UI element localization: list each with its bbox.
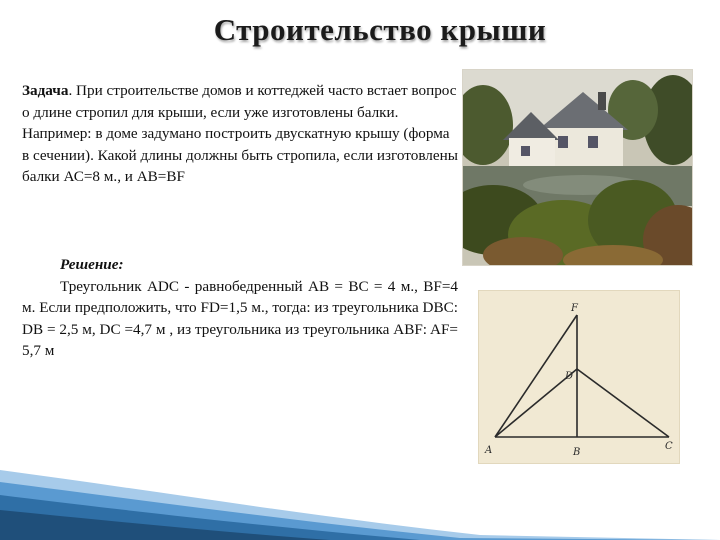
- house-photo: [462, 69, 693, 266]
- label-B: B: [573, 447, 581, 458]
- label-D: D: [565, 371, 574, 382]
- solution-text: Треугольник ADC - равнобедренный AB = BC = 4 м., BF=4 м. Если предположить, что FD=1,5 м., тогда: из треугольника DBC: DB = 2,5 м, DC =4,7 м , из треугольника из треугольника ABF: AF= 5,7 м: [22, 277, 458, 360]
- house-landscape-icon: [463, 70, 692, 265]
- task-paragraph: [22, 80, 458, 188]
- solution-block: [22, 254, 458, 362]
- task-text: . При строительстве домов и коттеджей часто встает вопрос о длине стропил для крыши, если уже изготовлены балки. Например: в доме задумано построить двускатную крышу (форма в сечении). Какой длины должны быть стропила, если изготовлены балки АС=8 м., и АВ=ВF: [22, 82, 458, 186]
- decorative-wave: [0, 440, 720, 540]
- label-C: C: [665, 441, 673, 452]
- page-title: Строительство крыши: [213, 12, 547, 47]
- solution-heading: Решение:: [60, 256, 124, 273]
- line-DC: [577, 369, 669, 437]
- label-A: A: [485, 445, 493, 456]
- task-label: Задача: [22, 82, 69, 99]
- triangle-diagram: [479, 291, 679, 463]
- roof-diagram: [478, 290, 680, 464]
- label-F: F: [571, 303, 578, 314]
